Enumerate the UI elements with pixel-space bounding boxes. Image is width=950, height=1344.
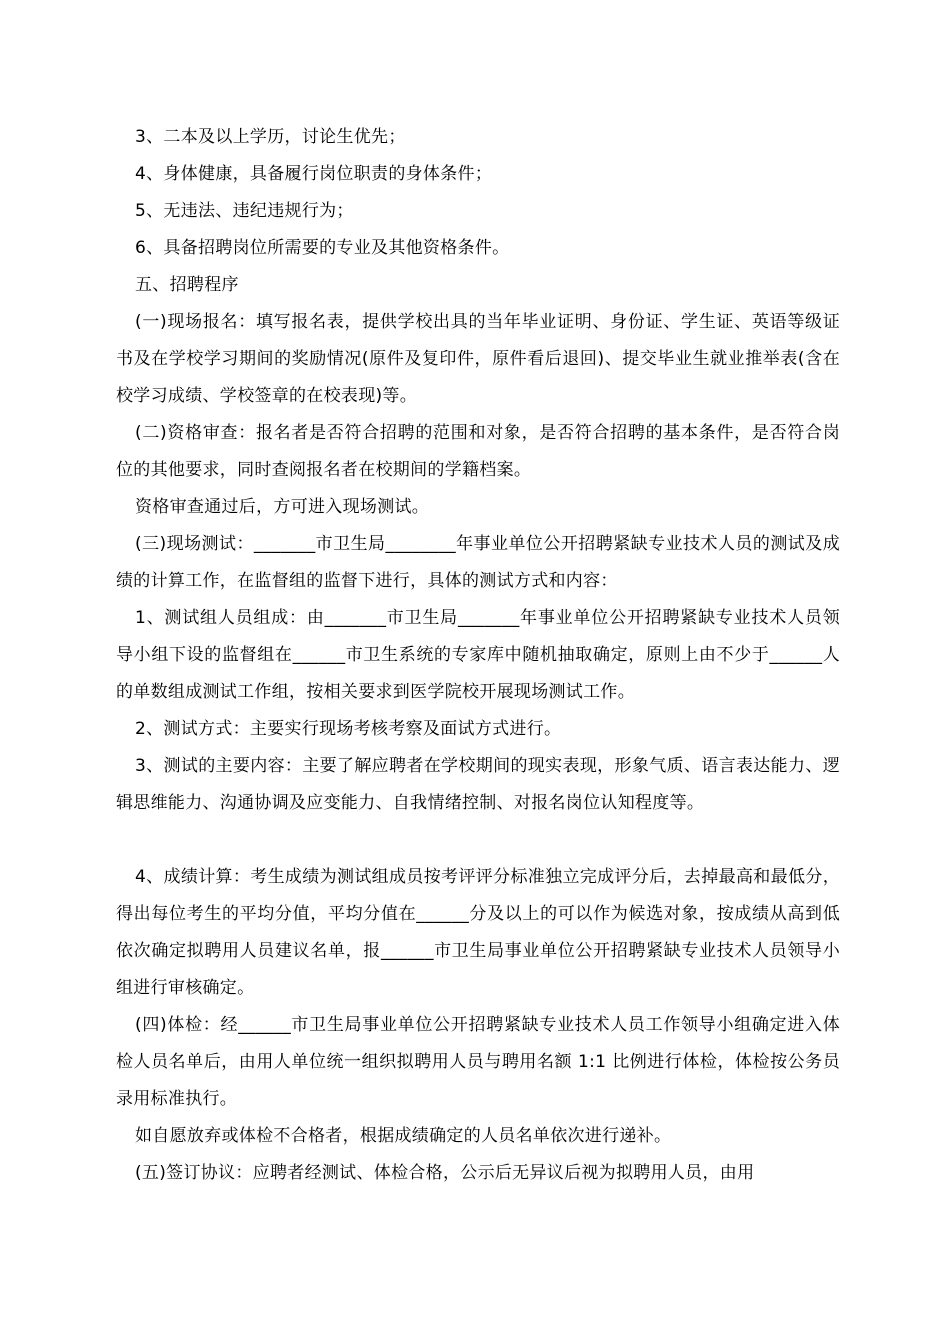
step-sign-agreement: (五)签订协议：应聘者经测试、体检合格，公示后无异议后视为拟聘用人员，由用 xyxy=(135,1163,755,1183)
score-calculation: 4、成绩计算：考生成绩为测试组成员按考评评分标准独立完成评分后，去掉最高和最低分，得出每位考生的平均分值，平均分值在______分及以上的可以作为候选对象，按成绩从高到低依次确定拟聘用人员建议名单，报______市卫生局事业单位公开招聘紧缺专业技术人员领导小组进行审核确定。 xyxy=(116,867,840,998)
test-method: 2、测试方式：主要实行现场考核考察及面试方式进行。 xyxy=(135,719,562,739)
requirement-education: 3、二本及以上学历，讨论生优先； xyxy=(135,127,406,147)
step-qualification-review: (二)资格审查：报名者是否符合招聘的范围和对象，是否符合招聘的基本条件，是否符合岗位的其他要求，同时查阅报名者在校期间的学籍档案。 xyxy=(116,423,840,480)
test-content: 3、测试的主要内容：主要了解应聘者在学校期间的现实表现，形象气质、语言表达能力、逻辑思维能力、沟通协调及应变能力、自我情绪控制、对报名岗位认知程度等。 xyxy=(116,756,840,813)
test-panel-composition: 1、测试组人员组成：由_______市卫生局_______年事业单位公开招聘紧缺专业技术人员领导小组下设的监督组在______市卫生系统的专家库中随机抽取确定，原则上由不少于______人的单数组成测试工作组，按相关要求到医学院校开展现场测试工作。 xyxy=(116,608,840,702)
requirement-qualification: 6、具备招聘岗位所需要的专业及其他资格条件。 xyxy=(135,238,510,258)
step-onsite-test: (三)现场测试：_______市卫生局________年事业单位公开招聘紧缺专业技术人员的测试及成绩的计算工作，在监督组的监督下进行，具体的测试方式和内容： xyxy=(116,534,840,591)
step-registration: (一)现场报名：填写报名表，提供学校出具的当年毕业证明、身份证、学生证、英语等级证书及在学校学习期间的奖励情况(原件及复印件，原件看后退回)、提交毕业生就业推举表(含在校学习成绩、学校签章的在校表现)等。 xyxy=(116,312,840,406)
paragraph-gap xyxy=(116,822,840,859)
replacement-note: 如自愿放弃或体检不合格者，根据成绩确定的人员名单依次进行递补。 xyxy=(135,1126,672,1146)
section-heading-procedure: 五、招聘程序 xyxy=(135,275,239,295)
requirement-health: 4、身体健康，具备履行岗位职责的身体条件； xyxy=(135,164,493,184)
review-pass-note: 资格审查通过后，方可进入现场测试。 xyxy=(135,497,430,517)
step-medical-exam: (四)体检：经______市卫生局事业单位公开招聘紧缺专业技术人员工作领导小组确定进入体检人员名单后，由用人单位统一组织拟聘用人员与聘用名额 1:1 比例进行体检，体检按公务员录用标准执行。 xyxy=(116,1015,840,1109)
document-body xyxy=(116,119,840,1192)
requirement-no-violation: 5、无违法、违纪违规行为； xyxy=(135,201,354,221)
